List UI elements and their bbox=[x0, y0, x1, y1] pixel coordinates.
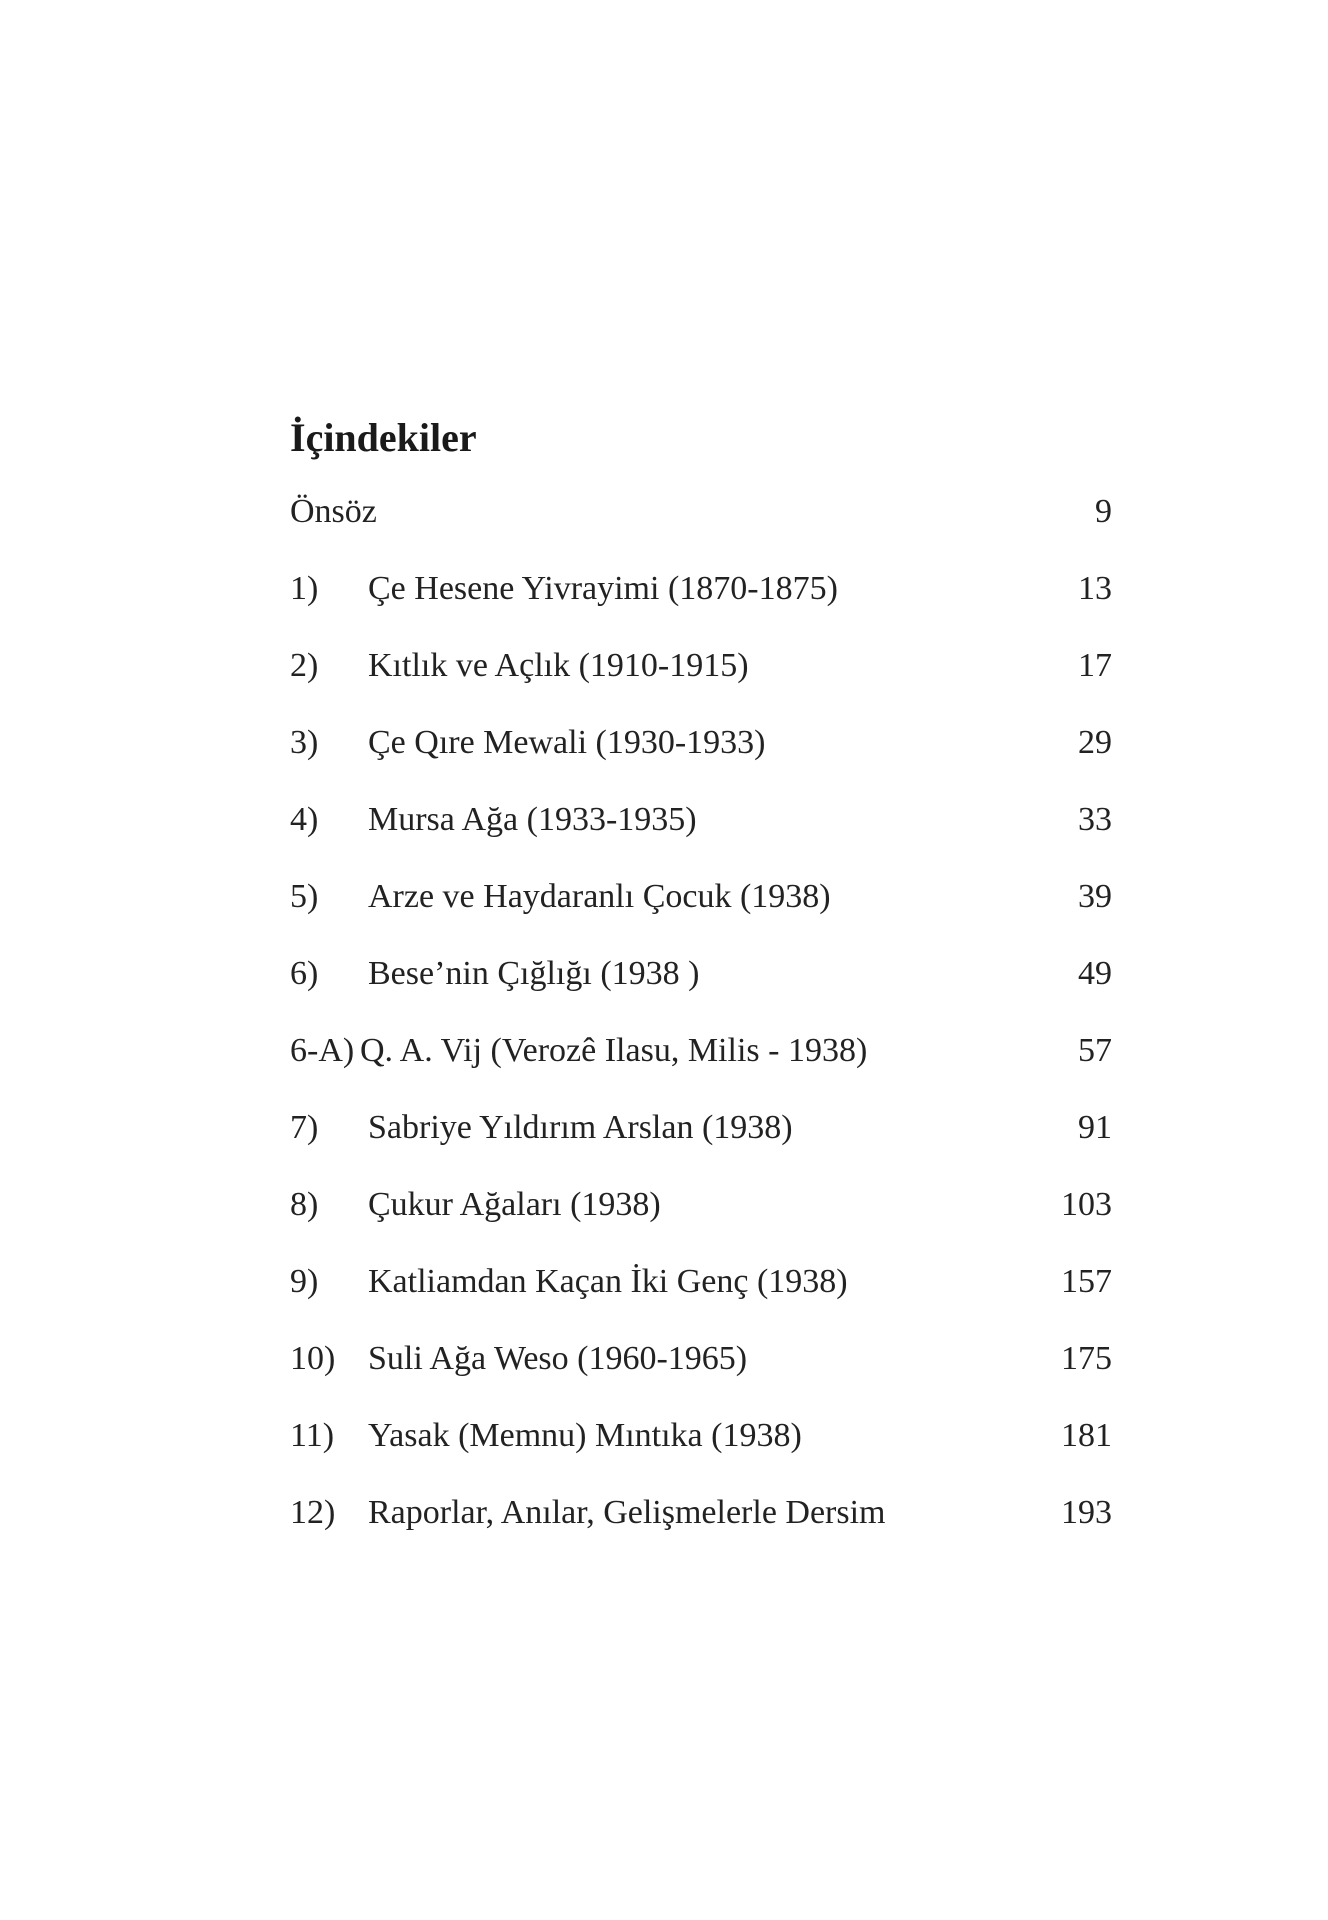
toc-entry bbox=[290, 950, 1112, 1027]
toc-entry-number: 6-A) bbox=[290, 1032, 355, 1069]
toc-entry-page: 57 bbox=[1078, 1032, 1112, 1069]
toc-entry-title: Çe Hesene Yivrayimi (1870-1875) bbox=[368, 570, 838, 607]
toc-entry-page: 91 bbox=[1078, 1109, 1112, 1146]
toc-entry-title: Çukur Ağaları (1938) bbox=[368, 1186, 661, 1223]
toc-entry bbox=[290, 565, 1112, 642]
toc-entry-title: Bese’nin Çığlığı (1938 ) bbox=[368, 955, 700, 992]
toc-entry bbox=[290, 1335, 1112, 1412]
toc-entry-number: 2) bbox=[290, 647, 319, 684]
toc-entry bbox=[290, 1489, 1112, 1566]
toc-entry-title: Mursa Ağa (1933-1935) bbox=[368, 801, 697, 838]
toc-entry-page: 181 bbox=[1061, 1417, 1112, 1454]
toc-entry-title: Çe Qıre Mewali (1930-1933) bbox=[368, 724, 766, 761]
toc-entry-page: 33 bbox=[1078, 801, 1112, 838]
toc-entry-page: 17 bbox=[1078, 647, 1112, 684]
toc-entry-title: Önsöz bbox=[290, 493, 377, 530]
toc-entry-page: 9 bbox=[1095, 493, 1112, 530]
toc-entry-onsoz bbox=[290, 488, 1112, 565]
toc-entry bbox=[290, 1104, 1112, 1181]
toc-entry bbox=[290, 719, 1112, 796]
toc-entry-title: Suli Ağa Weso (1960-1965) bbox=[368, 1340, 748, 1377]
toc-entry-page: 157 bbox=[1061, 1263, 1112, 1300]
toc-entry bbox=[290, 796, 1112, 873]
toc-entry-number: 7) bbox=[290, 1109, 319, 1146]
toc-entry-page: 13 bbox=[1078, 570, 1112, 607]
toc-entry-title: Yasak (Memnu) Mıntıka (1938) bbox=[368, 1417, 802, 1454]
toc-entry-number: 11) bbox=[290, 1417, 335, 1454]
toc-entry bbox=[290, 1412, 1112, 1489]
table-of-contents bbox=[290, 488, 1112, 1566]
toc-entry-number: 1) bbox=[290, 570, 319, 607]
toc-entry-page: 49 bbox=[1078, 955, 1112, 992]
toc-entry-title: Raporlar, Anılar, Gelişmelerle Dersim bbox=[368, 1494, 886, 1531]
toc-entry-title: Q. A. Vij (Verozê Ilasu, Milis - 1938) bbox=[360, 1032, 868, 1069]
toc-entry bbox=[290, 642, 1112, 719]
toc-entry-number: 12) bbox=[290, 1494, 336, 1531]
toc-entry-title: Arze ve Haydaranlı Çocuk (1938) bbox=[368, 878, 831, 915]
toc-title: İçindekiler bbox=[290, 415, 477, 460]
toc-entry-number: 6) bbox=[290, 955, 319, 992]
toc-entry bbox=[290, 1258, 1112, 1335]
toc-entry-number: 3) bbox=[290, 724, 319, 761]
toc-entry-page: 175 bbox=[1061, 1340, 1112, 1377]
toc-entry bbox=[290, 1181, 1112, 1258]
toc-entry-title: Kıtlık ve Açlık (1910-1915) bbox=[368, 647, 749, 684]
toc-entry-number: 9) bbox=[290, 1263, 319, 1300]
toc-entry-page: 29 bbox=[1078, 724, 1112, 761]
toc-entry-number: 8) bbox=[290, 1186, 319, 1223]
toc-entry-page: 39 bbox=[1078, 878, 1112, 915]
toc-entry-page: 103 bbox=[1061, 1186, 1112, 1223]
toc-entry bbox=[290, 1027, 1112, 1104]
toc-entry-number: 5) bbox=[290, 878, 319, 915]
toc-entry-title: Katliamdan Kaçan İki Genç (1938) bbox=[368, 1263, 848, 1300]
toc-entry-number: 10) bbox=[290, 1340, 336, 1377]
toc-entry-page: 193 bbox=[1061, 1494, 1112, 1531]
toc-entry-number: 4) bbox=[290, 801, 319, 838]
toc-entry bbox=[290, 873, 1112, 950]
toc-entry-title: Sabriye Yıldırım Arslan (1938) bbox=[368, 1109, 793, 1146]
